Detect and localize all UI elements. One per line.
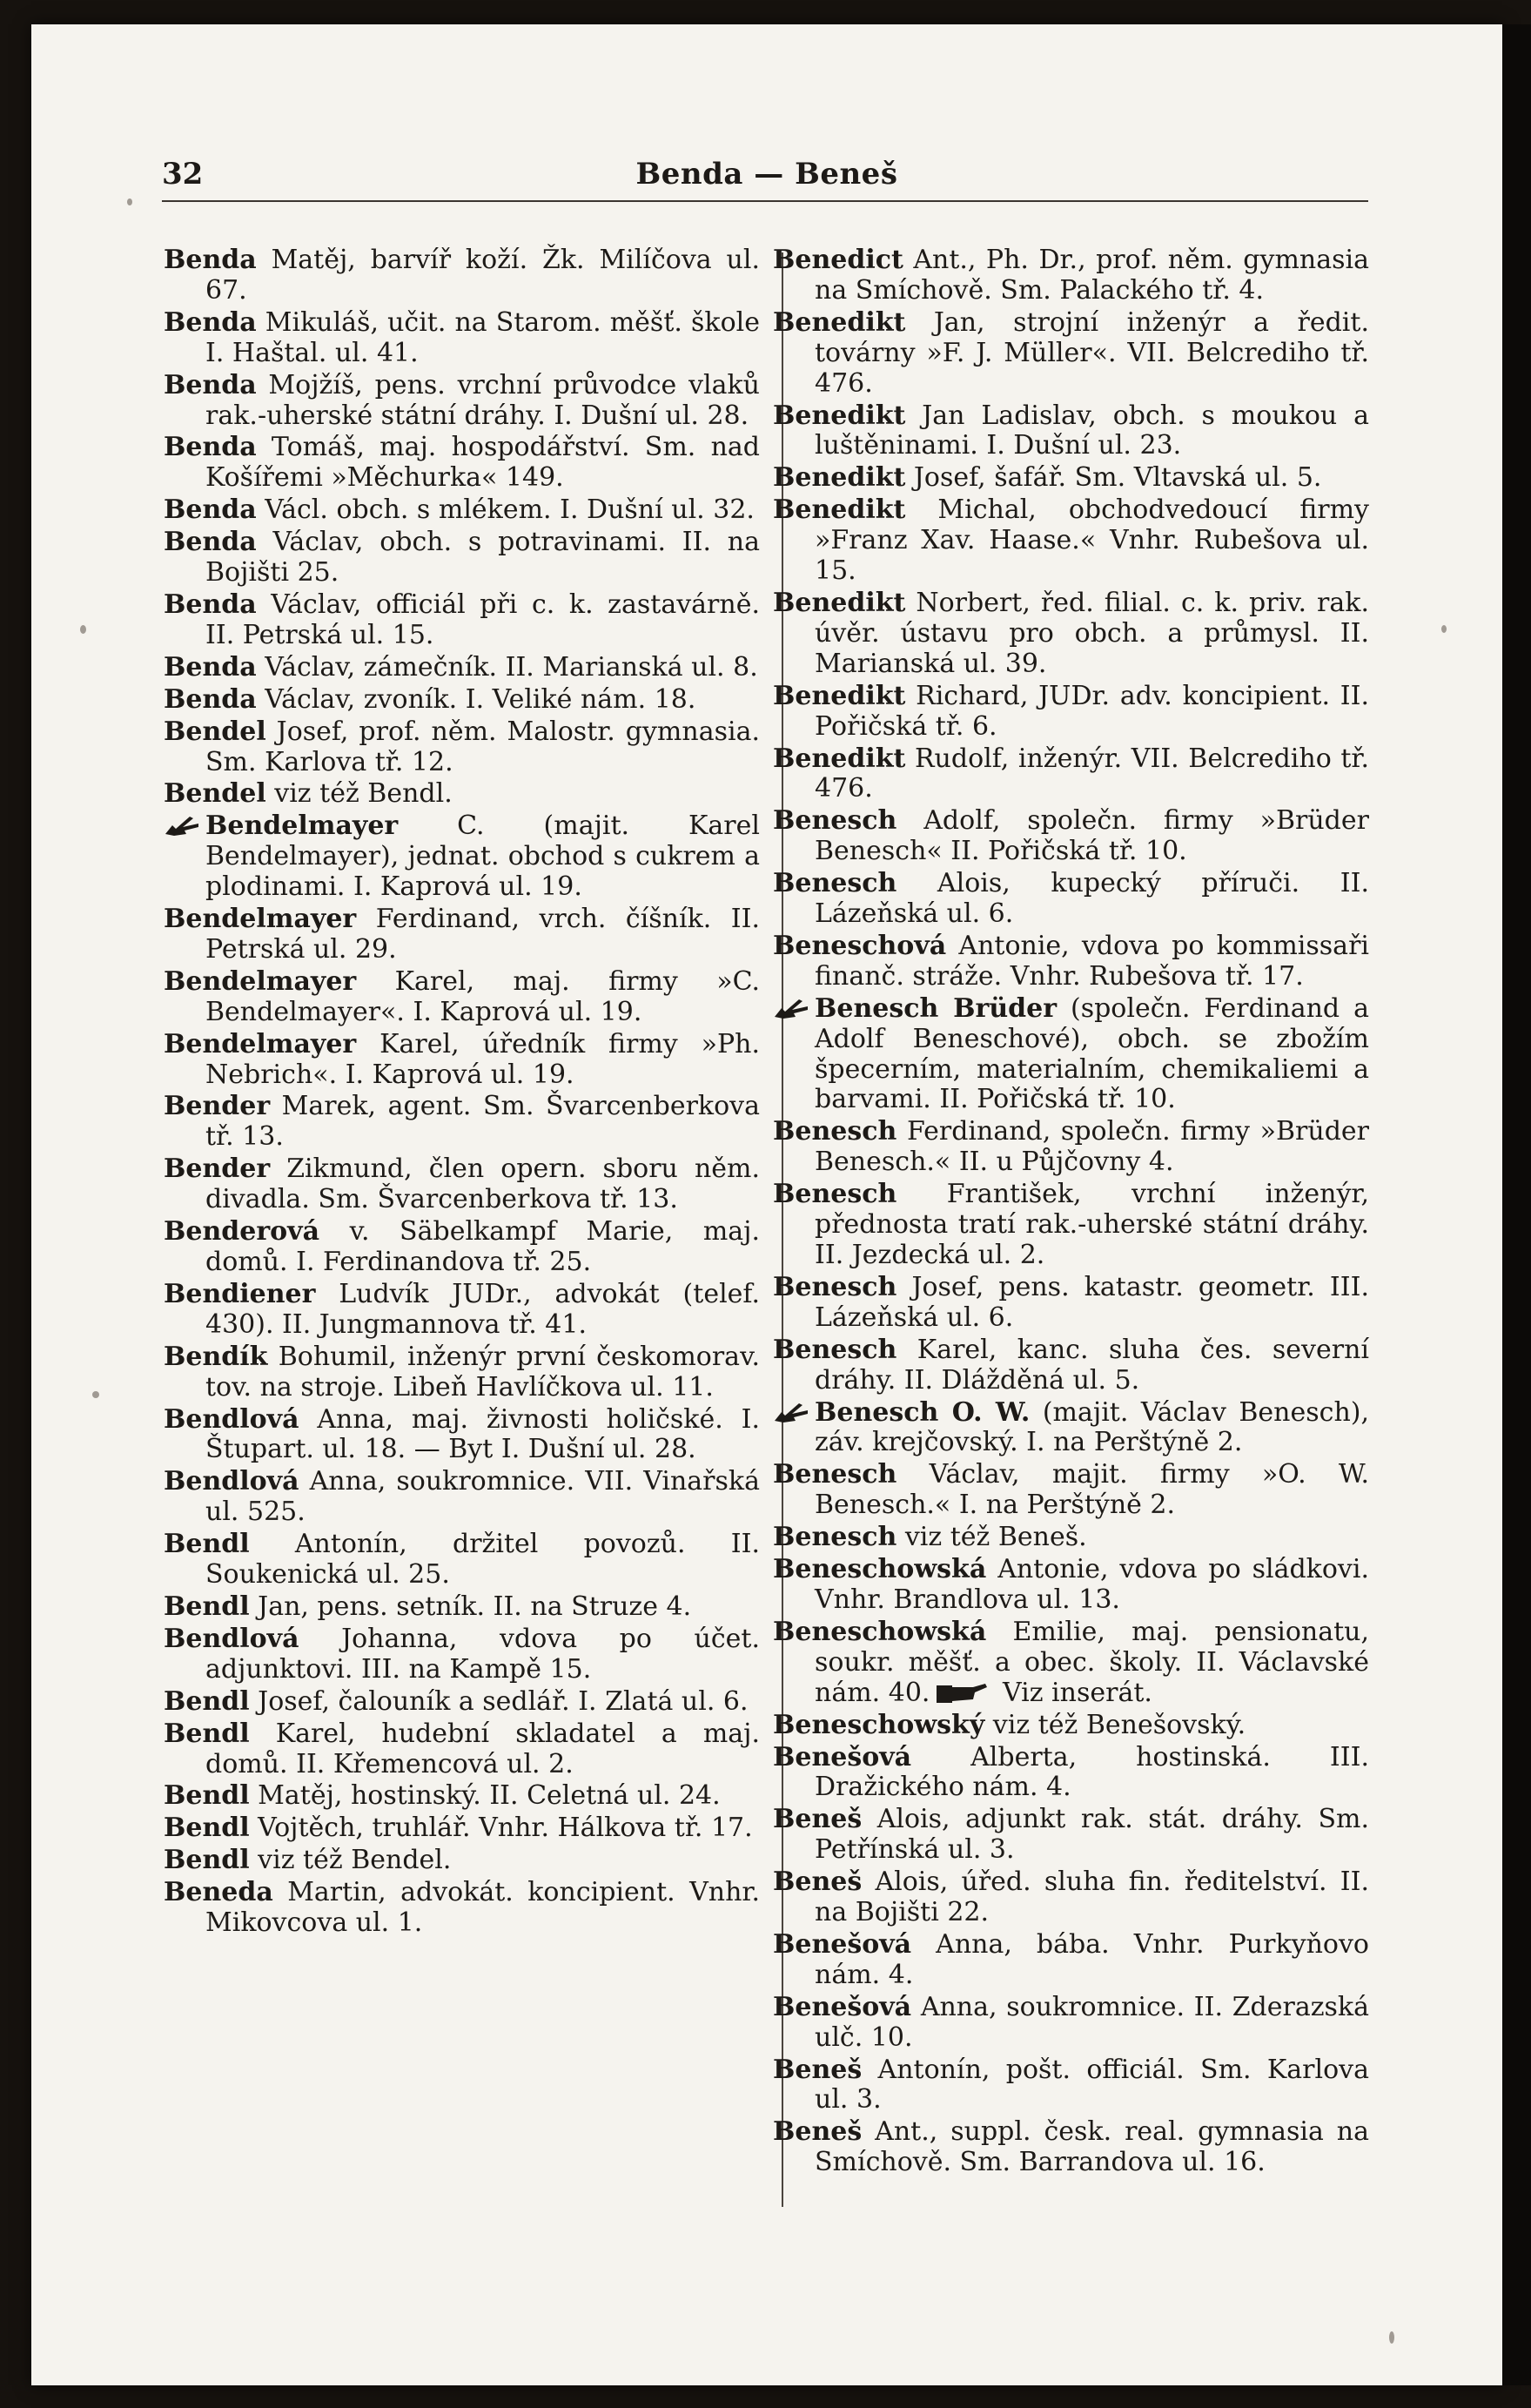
entry-surname: Benda: [164, 369, 257, 400]
directory-entry: [164, 1530, 760, 1591]
entry-surname: Benešová: [773, 1991, 912, 2022]
entry-details: Anna, soukromnice. VII. Vinařská ul. 525.: [205, 1466, 760, 1528]
entry-surname: Benda: [164, 432, 257, 463]
pointing-hand-icon: [164, 813, 202, 837]
entry-surname: Benesch: [773, 1116, 897, 1147]
right-column: [773, 246, 1369, 2180]
entry-surname: Benedikt: [773, 462, 906, 494]
entry-details: Josef, prof. něm. Malostr. gymnasia. Sm. Karlova tř. 12.: [205, 716, 760, 777]
advert-pointer-icon: [935, 1680, 989, 1706]
entry-details: Ferdinand, společn. firmy »Brüder Benesch.« II. u Půjčovny 4.: [815, 1116, 1369, 1178]
entry-surname: Benda: [164, 494, 257, 526]
entry-surname: Benesch Brüder: [815, 992, 1058, 1024]
entry-surname: Benedikt: [773, 400, 906, 431]
entry-surname: Benesch: [773, 1522, 897, 1553]
directory-entry: [773, 589, 1369, 680]
print-speck: [1389, 2331, 1394, 2344]
entry-surname: Bendlová: [164, 1403, 299, 1435]
directory-entry: [773, 1805, 1369, 1866]
directory-entry: [164, 1467, 760, 1528]
entry-details: Alois, kupecký příruči. II. Lázeňská ul. 6.: [815, 868, 1369, 930]
entry-details: Alois, adjunkt rak. stát. dráhy. Sm. Petřínská ul. 3.: [815, 1804, 1369, 1866]
entry-surname: Bendelmayer: [164, 1028, 357, 1059]
entry-surname: Benesch: [773, 805, 897, 837]
directory-entry: [773, 1523, 1369, 1553]
entry-details: (společn. Ferdinand a Adolf Beneschové), obch. se zbožím špecerním, materialním, chemikaliemi a barvami. II. Pořičská tř. 10.: [815, 992, 1369, 1115]
directory-entry: [164, 590, 760, 651]
entry-surname: Benda: [164, 683, 257, 715]
entry-details: Mojžíš, pens. vrchní průvodce vlaků rak.-uherské státní dráhy. I. Dušní ul. 28.: [205, 369, 760, 431]
entry-surname: Benešová: [773, 1928, 912, 1960]
entry-surname: Beneda: [164, 1877, 273, 1908]
entry-details: Jan, strojní inženýr a ředit. továrny »F. J. Müller«. VII. Belcrediho tř. 476.: [815, 306, 1369, 399]
entry-surname: Beneš: [773, 2116, 863, 2148]
entry-surname: Bendl: [164, 1718, 250, 1749]
header-rule: [162, 200, 1368, 202]
directory-entry: [164, 1092, 760, 1153]
entry-details: Alois, úřed. sluha fin. ředitelství. II. na Bojišti 22.: [815, 1867, 1369, 1928]
entry-surname: Benesch: [773, 1179, 897, 1210]
page-header: [162, 153, 1372, 200]
entry-details: Josef, čalouník a sedlář. I. Zlatá ul. 6.: [249, 1685, 749, 1717]
entry-surname: Bendl: [164, 1685, 250, 1717]
entry-details: Zikmund, člen opern. sboru něm. divadla. Sm. Švarcenberkova tř. 13.: [205, 1154, 760, 1215]
directory-entry: [773, 1273, 1369, 1334]
entry-details: viz též Bendl.: [265, 778, 453, 810]
entry-details: viz též Beneš.: [896, 1522, 1087, 1553]
directory-entry: [773, 1398, 1369, 1459]
directory-entry: [773, 806, 1369, 867]
directory-entry: [773, 869, 1369, 930]
directory-entry: [773, 1743, 1369, 1804]
directory-entry: [164, 1030, 760, 1091]
entry-details: Adolf, společn. firmy »Brüder Benesch« II. Pořičská tř. 10.: [815, 805, 1369, 867]
print-speck: [127, 198, 132, 205]
pointing-hand-icon: [773, 1400, 811, 1424]
entry-details: Richard, JUDr. adv. koncipient. II. Pořičská tř. 6.: [815, 680, 1369, 742]
entry-surname: Beneš: [773, 2054, 863, 2085]
entry-surname: Benedikt: [773, 306, 906, 338]
directory-entry: [164, 1592, 760, 1623]
directory-entry: [773, 308, 1369, 400]
entry-details: Mikuláš, učit. na Starom. měšť. škole I. Haštal. ul. 41.: [205, 306, 760, 368]
directory-entry: [164, 811, 760, 903]
entry-details: Antonie, vdova po kommissaři finanč. stráže. Vnhr. Rubešova tř. 17.: [815, 930, 1369, 992]
entry-surname: Benesch: [773, 1459, 897, 1490]
entry-details: viz též Benešovský.: [984, 1709, 1246, 1740]
entry-details: Matěj, hostinský. II. Celetná ul. 24.: [249, 1780, 721, 1812]
entry-surname: Bendlová: [164, 1623, 299, 1654]
print-speck: [92, 1391, 99, 1398]
directory-entry: [773, 932, 1369, 992]
directory-entry: [164, 967, 760, 1028]
entry-surname: Bendel: [164, 716, 266, 747]
directory-entry: [773, 1618, 1369, 1709]
directory-entry: [164, 653, 760, 683]
entry-details: Ant., Ph. Dr., prof. něm. gymnasia na Smíchově. Sm. Palackého tř. 4.: [815, 245, 1369, 306]
directory-entry: [164, 1878, 760, 1939]
directory-entry: [773, 1555, 1369, 1616]
entry-surname: Benda: [164, 651, 257, 683]
scan-edge: [1502, 24, 1531, 2385]
directory-entry: [164, 371, 760, 432]
directory-entry: [164, 1719, 760, 1780]
entry-surname: Bendík: [164, 1341, 268, 1372]
entry-details: Václ. obch. s mlékem. I. Dušní ul. 32.: [256, 494, 755, 526]
entry-surname: Benesch: [773, 1271, 897, 1302]
entry-details: Bohumil, inženýr první českomorav. tov. na stroje. Libeň Havlíčkova ul. 11.: [205, 1341, 760, 1402]
entry-surname: Beneš: [773, 1804, 863, 1835]
entry-details: Ludvík JUDr., advokát (telef. 430). II. Jungmannova tř. 41.: [205, 1278, 760, 1340]
entry-details: Rudolf, inženýr. VII. Belcrediho tř. 476.: [815, 743, 1369, 804]
directory-entry: [164, 1154, 760, 1215]
directory-entry: [773, 744, 1369, 805]
entry-details: Antonie, vdova po sládkovi. Vnhr. Brandlova ul. 13.: [815, 1554, 1369, 1615]
entry-details: Michal, obchodvedoucí firmy »Franz Xav. Haase.« Vnhr. Rubešova ul. 15.: [815, 494, 1369, 587]
entry-surname: Beneš: [773, 1867, 863, 1898]
entry-surname: Benda: [164, 589, 257, 620]
entry-surname: Benedikt: [773, 494, 906, 526]
entry-surname: Bendl: [164, 1780, 250, 1812]
entry-details: Karel, úředník firmy »Ph. Nebrich«. I. Kaprová ul. 19.: [205, 1028, 760, 1090]
directory-entry: [773, 246, 1369, 306]
entry-surname: Bendl: [164, 1591, 250, 1622]
entry-surname: Benda: [164, 306, 257, 338]
directory-entry: [164, 1624, 760, 1685]
directory-entry: [164, 1342, 760, 1403]
directory-entry: [164, 905, 760, 965]
entry-details: Matěj, barvíř koží. Žk. Milíčova ul. 67.: [205, 245, 760, 306]
entry-surname: Benešová: [773, 1741, 912, 1772]
left-column: [164, 246, 760, 1941]
entry-details: Ferdinand, vrch. číšník. II. Petrská ul. 29.: [205, 904, 760, 965]
entry-surname: Benesch: [773, 868, 897, 899]
entry-details: Václav, officiál při c. k. zastavárně. II. Petrská ul. 15.: [205, 589, 760, 650]
directory-entry: [773, 682, 1369, 743]
entry-details: Marek, agent. Sm. Švarcenberkova tř. 13.: [205, 1091, 760, 1153]
entry-details: Karel, maj. firmy »C. Bendelmayer«. I. Kaprová ul. 19.: [205, 965, 760, 1027]
directory-entry: [164, 717, 760, 778]
entry-surname: Benedikt: [773, 587, 906, 618]
entry-details: Antonín, pošt. officiál. Sm. Karlova ul. 3.: [815, 2054, 1369, 2115]
entry-surname: Benedikt: [773, 743, 906, 774]
entry-surname: Bender: [164, 1091, 271, 1122]
directory-entry: [773, 1460, 1369, 1521]
entry-surname: Bendl: [164, 1845, 250, 1876]
entry-details: Karel, hudební skladatel a maj. domů. II. Křemencová ul. 2.: [205, 1718, 760, 1779]
directory-entry: [773, 1117, 1369, 1178]
directory-entry: [773, 1180, 1369, 1271]
directory-entry: [164, 246, 760, 306]
entry-details: František, vrchní inženýr, přednosta tratí rak.-uherské státní dráhy. II. Jezdecká ul. 2.: [815, 1179, 1369, 1270]
directory-entry: [773, 401, 1369, 462]
directory-entry: [164, 1781, 760, 1812]
running-title: Benda — Beneš: [635, 157, 898, 192]
directory-entry: [164, 433, 760, 494]
directory-entry: [773, 1930, 1369, 1991]
entry-surname: Beneschová: [773, 930, 947, 961]
directory-entry: [164, 1846, 760, 1876]
directory-entry: [773, 463, 1369, 494]
entry-details: C. (majit. Karel Bendelmayer), jednat. obchod s cukrem a plodinami. I. Kaprová ul. 19.: [205, 811, 760, 903]
entry-surname: Benesch O. W.: [815, 1396, 1031, 1428]
entry-details: Norbert, řed. filial. c. k. priv. rak. úvěr. ústavu pro obch. a průmysl. II. Marianská ul. 39.: [815, 587, 1369, 679]
entry-details: Karel, kanc. sluha čes. severní dráhy. II. Dlážděná ul. 5.: [815, 1334, 1369, 1396]
entry-details: viz též Bendel.: [249, 1845, 452, 1876]
entry-surname: Benderová: [164, 1216, 320, 1248]
entry-surname: Benda: [164, 245, 257, 275]
directory-entry: [773, 1867, 1369, 1928]
entry-details: Josef, pens. katastr. geometr. III. Lázeňská ul. 6.: [815, 1271, 1369, 1333]
directory-entry: [164, 685, 760, 716]
directory-entry: [164, 495, 760, 526]
entry-details: Anna, soukromnice. II. Zderazská ulč. 10.: [815, 1991, 1369, 2053]
directory-entry: [164, 779, 760, 810]
entry-surname: Bender: [164, 1154, 271, 1185]
entry-surname: Benesch: [773, 1334, 897, 1365]
entry-advert-note: Viz inserát.: [994, 1677, 1152, 1708]
entry-details: Václav, majit. firmy »O. W. Benesch.« I. na Perštýně 2.: [815, 1459, 1369, 1521]
entry-surname: Bendlová: [164, 1466, 299, 1497]
entry-details: v. Säbelkampf Marie, maj. domů. I. Ferdinandova tř. 25.: [205, 1216, 760, 1277]
entry-surname: Benedict: [773, 245, 903, 275]
entry-surname: Bendelmayer: [205, 811, 399, 842]
entry-details: Vojtěch, truhlář. Vnhr. Hálkova tř. 17.: [249, 1813, 753, 1844]
entry-details: (majit. Václav Benesch), záv. krejčovský. I. na Perštýně 2.: [815, 1396, 1370, 1458]
pointing-hand-icon: [773, 996, 811, 1020]
directory-entry: [773, 2117, 1369, 2178]
directory-entry: [773, 1335, 1369, 1396]
entry-surname: Bendelmayer: [164, 965, 357, 997]
entry-surname: Beneschowská: [773, 1554, 987, 1585]
directory-entry: [164, 308, 760, 369]
directory-entry: [164, 1813, 760, 1844]
entry-details: Jan, pens. setník. II. na Struze 4.: [249, 1591, 692, 1622]
entry-details: Václav, zvoník. I. Veliké nám. 18.: [256, 683, 696, 715]
entry-details: Martin, advokát. koncipient. Vnhr. Mikovcova ul. 1.: [205, 1877, 760, 1939]
directory-entry: [164, 1405, 760, 1466]
entry-surname: Beneschowský: [773, 1709, 985, 1740]
entry-details: Václav, obch. s potravinami. II. na Bojišti 25.: [205, 527, 760, 589]
entry-details: Anna, bába. Vnhr. Purkyňovo nám. 4.: [815, 1928, 1369, 1990]
entry-details: Václav, zámečník. II. Marianská ul. 8.: [256, 651, 758, 683]
entry-surname: Benda: [164, 527, 257, 558]
entry-surname: Bendel: [164, 778, 266, 810]
print-speck: [1441, 625, 1447, 633]
directory-entry: [164, 1217, 760, 1278]
directory-entry: [773, 495, 1369, 587]
entry-surname: Bendl: [164, 1529, 250, 1560]
entry-details: Emilie, maj. pensionatu, soukr. měšť. a obec. školy. II. Václavské nám. 40.: [815, 1616, 1369, 1708]
entry-details: Alberta, hostinská. III. Dražického nám. 4.: [815, 1741, 1369, 1803]
entry-details: Ant., suppl. česk. real. gymnasia na Smíchově. Sm. Barrandova ul. 16.: [815, 2116, 1369, 2178]
entry-details: Josef, šafář. Sm. Vltavská ul. 5.: [905, 462, 1322, 494]
entry-details: Antonín, držitel povozů. II. Soukenická ul. 25.: [205, 1529, 760, 1591]
entry-details: Anna, maj. živnosti holičské. I. Štupart. ul. 18. — Byt I. Dušní ul. 28.: [205, 1403, 760, 1465]
directory-entry: [773, 994, 1369, 1116]
entry-surname: Benedikt: [773, 680, 906, 711]
entry-surname: Bendiener: [164, 1278, 316, 1309]
directory-entry: [164, 528, 760, 589]
print-speck: [80, 625, 86, 634]
directory-entry: [773, 1993, 1369, 2054]
entry-surname: Bendelmayer: [164, 904, 357, 935]
directory-entry: [164, 1280, 760, 1341]
entry-surname: Bendl: [164, 1813, 250, 1844]
entry-details: Johanna, vdova po účet. adjunktovi. III. na Kampě 15.: [205, 1623, 760, 1685]
page-number: 32: [162, 157, 204, 192]
entry-surname: Beneschowská: [773, 1616, 987, 1647]
directory-entry: [773, 2055, 1369, 2116]
entry-details: Tomáš, maj. hospodářství. Sm. nad Košířemi »Měchurka« 149.: [205, 432, 760, 494]
entry-details: Jan Ladislav, obch. s moukou a luštěninami. I. Dušní ul. 23.: [815, 400, 1369, 461]
directory-entry: [164, 1687, 760, 1718]
directory-entry: [773, 1711, 1369, 1741]
